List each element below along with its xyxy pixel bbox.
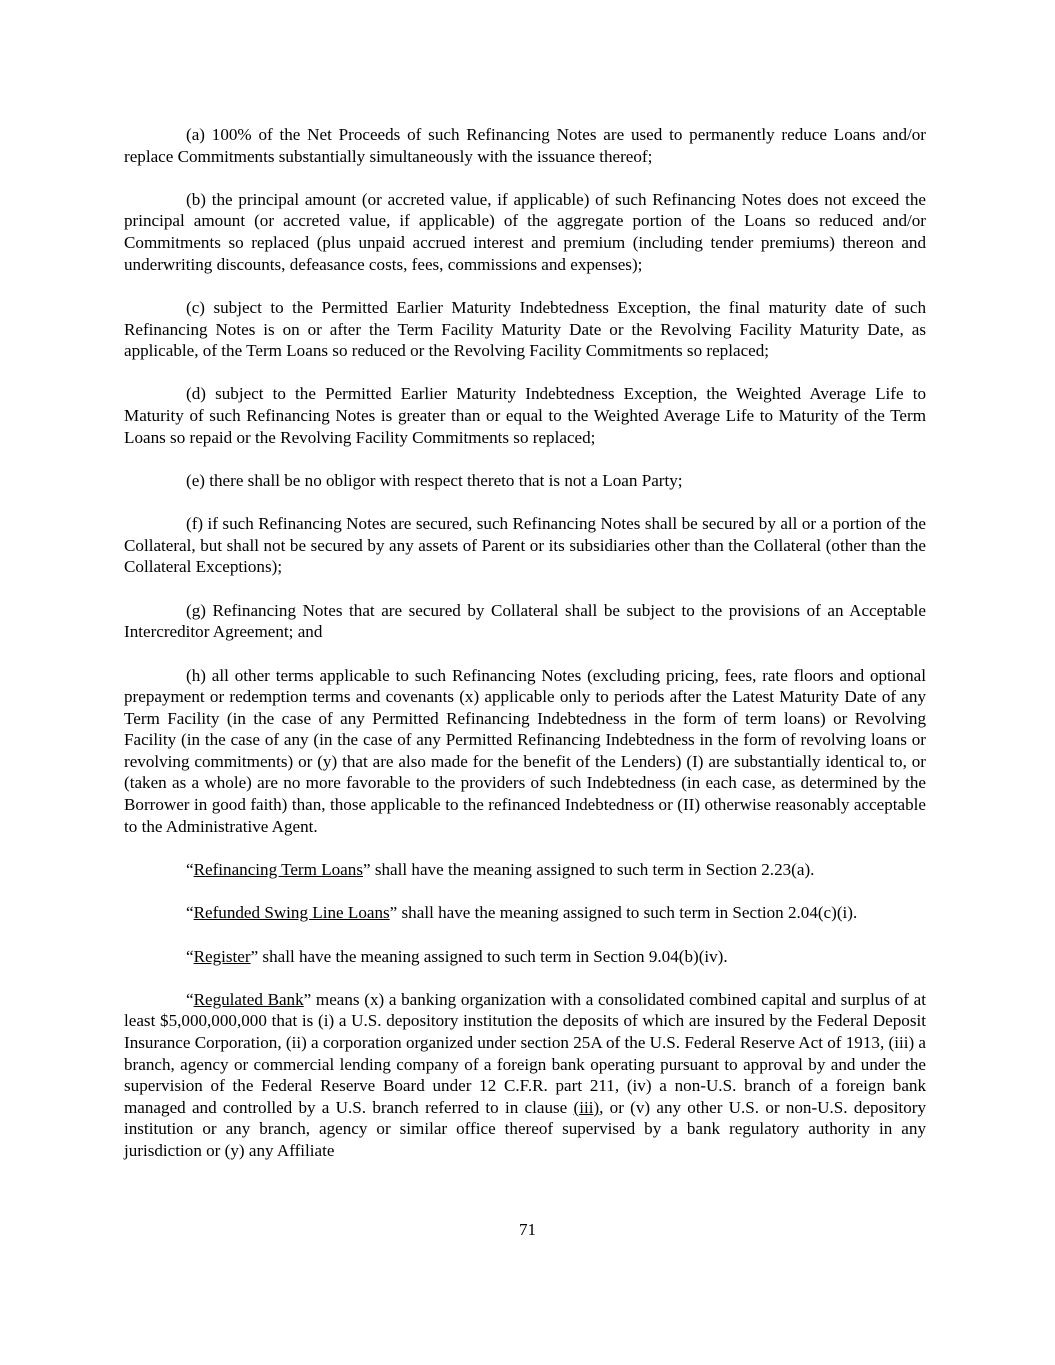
definition-text: ” shall have the meaning assigned to such term in Section 2.04(c)(i). [389,903,858,923]
clause-reference: (iii) [573,1097,600,1117]
clause-f: (f) if such Refinancing Notes are secured, such Refinancing Notes shall be secured by all or a portion of the Collateral, but shall not be secured by any assets of Parent or its subsidiaries other than the Collateral (other than the Collateral Exceptions); [124,514,926,577]
definition-refinancing-term-loans: “Refinancing Term Loans” shall have the meaning assigned to such term in Section 2.23(a). [186,859,815,879]
definition-register: “Register” shall have the meaning assigned to such term in Section 9.04(b)(iv). [186,946,728,966]
clause-h: (h) all other terms applicable to such Refinancing Notes (excluding pricing, fees, rate floors and optional prepayment or redemption terms and covenants (x) applicable only to periods after the Latest Maturity Date of any Term Facility (in the case of any Permitted Refinancing Indebtedness in the form of term loans) or Revolving Facility (in the case of any (in the case of any Permitted Refinancing Indebtedness in the form of revolving loans or revolving commitments) or (y) that are also made for the benefit of the Lenders) (I) are substantially identical to, or (taken as a whole) are no more favorable to the providers of such Indebtedness (in each case, as determined by the Borrower in good faith) than, those applicable to the refinanced Indebtedness or (II) otherwise reasonably acceptable to the Administrative Agent. [124,665,926,836]
defined-term: Register [193,946,251,966]
definition-text: ” shall have the meaning assigned to such term in Section 2.23(a). [362,859,815,879]
clause-d: (d) subject to the Permitted Earlier Maturity Indebtedness Exception, the Weighted Average Life to Maturity of such Refinancing Notes is greater than or equal to the Weighted Average Life to Maturity of the Term Loans so repaid or the Revolving Facility Commitments so replaced; [124,384,926,447]
page-number: 71 [518,1220,537,1239]
clause-a: (a) 100% of the Net Proceeds of such Refinancing Notes are used to permanently reduce Loans and/or replace Commitments substantially simultaneously with the issuance thereof; [124,125,926,166]
definition-regulated-bank: “Regulated Bank” means (x) a banking organization with a consolidated combined capital and surplus of at least $5,000,000,000 that is (i) a U.S. depository institution the deposits of which are insured by the Federal Deposit Insurance Corporation, (ii) a corporation organized under section 25A of the U.S. Federal Reserve Act of 1913, (iii) a branch, agency or commercial lending company of a foreign bank operating pursuant to approval by and under the supervision of the Federal Reserve Board under 12 C.F.R. part 211, (iv) a non-U.S. branch of a foreign bank managed and controlled by a U.S. branch referred to in clause (iii), or (v) any other U.S. or non-U.S. depository institution or any branch, agency or similar office thereof supervised by a bank regulatory authority in any jurisdiction or (y) any Affiliate [124,989,926,1160]
clause-c: (c) subject to the Permitted Earlier Maturity Indebtedness Exception, the final maturity date of such Refinancing Notes is on or after the Term Facility Maturity Date or the Revolving Facility Maturity Date, as applicable, of the Term Loans so reduced or the Revolving Facility Commitments so replaced; [124,297,926,361]
clause-b: (b) the principal amount (or accreted value, if applicable) of such Refinancing Notes does not exceed the principal amount (or accreted value, if applicable) of the aggregate portion of the Loans so reduced and/or Commitments so replaced (plus unpaid accrued interest and premium (including tender premiums) thereon and underwriting discounts, defeasance costs, fees, commissions and expenses); [124,189,926,274]
definition-text: ” shall have the meaning assigned to such term in Section 9.04(b)(iv). [250,946,728,966]
defined-term: Refunded Swing Line Loans [193,903,390,923]
document-body [124,124,926,1162]
clause-g: (g) Refinancing Notes that are secured by Collateral shall be subject to the provisions of an Acceptable Intercreditor Agreement; and [124,600,926,642]
defined-term: Refinancing Term Loans [193,859,363,879]
definition-text-continued: , or (v) any other U.S. or non-U.S. depository institution or any branch, agency or similar office thereof supervised by a bank regulatory authority in any jurisdiction or (y) any Affiliate [124,1097,926,1160]
clause-e: (e) there shall be no obligor with respect thereto that is not a Loan Party; [186,470,683,490]
defined-term: Regulated Bank [193,989,304,1009]
definition-refunded-swing-line-loans: “Refunded Swing Line Loans” shall have the meaning assigned to such term in Section 2.04(c)(i). [186,903,858,923]
definition-text: ” means (x) a banking organization with a consolidated combined capital and surplus of at least $5,000,000,000 that is (i) a U.S. depository institution the deposits of which are insured by the Federal Deposit Insurance Corporation, (ii) a corporation organized under section 25A of the U.S. Federal Reserve Act of 1913, (iii) a branch, agency or commercial lending company of a foreign bank operating pursuant to approval by and under the supervision of the Federal Reserve Board under 12 C.F.R. part 211, (iv) a non-U.S. branch of a foreign bank managed and controlled by a U.S. branch referred to in clause [124,989,926,1117]
